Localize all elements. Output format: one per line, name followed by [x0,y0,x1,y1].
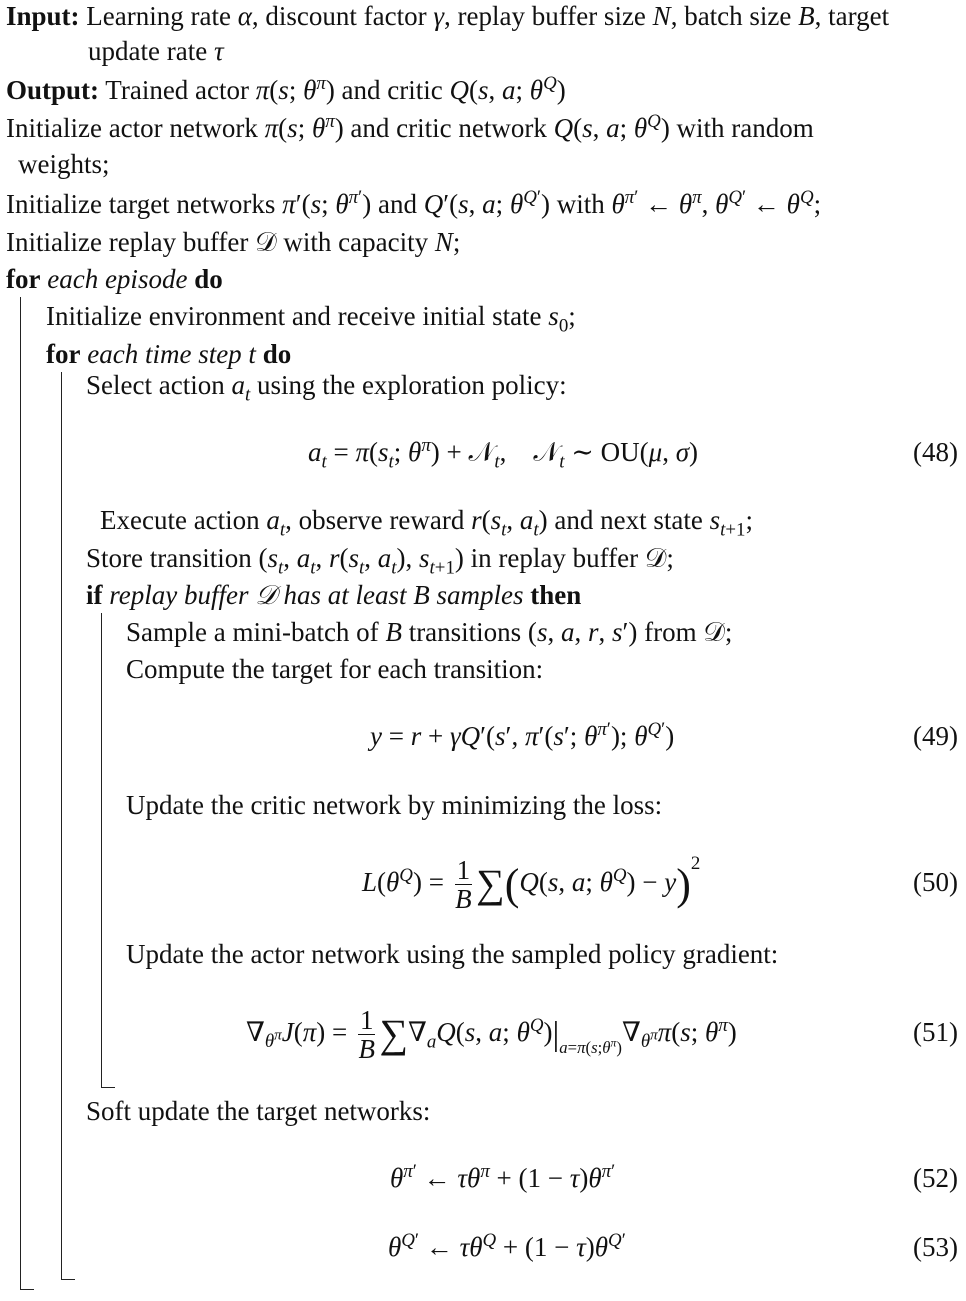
update-actor: Update the actor network using the sampled policy gradient: [126,939,779,969]
kw-do-step: do [262,339,292,369]
equation-49: y = r + γQ′(s′, π′(s′; $\theta^{\pi'}$); $\theta^{Q'}$) [370,719,675,751]
step-scope-bar [61,372,62,1280]
equation-50: $L(\theta^Q)$ = $\frac{1}{B}$ ∑(Q(s, a; $\theta^Q) - y)^2$ [362,853,701,915]
kw-if: if [86,580,103,610]
equation-number-51: (51) [913,1017,958,1047]
init-env: Initialize environment and receive initial state $s_0$; [46,301,576,337]
kw-for-step: for [46,339,81,369]
kw-for: for [6,264,41,294]
init-targets: Initialize target networks π′(s; $\theta^{\pi'}$) and Q′(s, a; $\theta^{Q'}$) with $\theta^{\pi'}$ ← $\theta^\pi$, $\theta^{Q'}$ ← $\theta^Q$; [6,187,822,219]
equation-number-53: (53) [913,1232,958,1262]
input-line-cont: update rate τ [88,36,224,66]
for-episode-header [6,263,223,295]
equation-number-49: (49) [913,721,958,751]
equation-51: $\nabla_{\theta^\pi}J(\pi)$ = $\frac{1}{B}$ $\sum\nabla_aQ(s$, a; $\theta^Q)|_{a=\pi(s;\theta^\pi)}\nabla_{\theta^\pi}\pi(s$; $\theta^\pi$) [246,1005,737,1065]
episode-scope-foot [20,1289,34,1290]
kw-do: do [194,264,223,294]
output-label: Output: [6,75,100,105]
equation-number-48: (48) [913,437,958,467]
update-critic: Update the critic network by minimizing the loss: [126,790,663,820]
soft-update: Soft update the target networks: [86,1096,431,1126]
store-transition: Store transition ($s_t$, $a_t$, $r(s_t$, $a_t$), $s_{t+1}$) in replay buffer 𝒟; [86,543,674,579]
kw-then: then [530,580,582,610]
equation-53: $\theta^{Q'}$ ← $\tau\theta^Q + (1 - \tau)\theta^{Q'}$ [388,1230,626,1262]
input-text: Learning rate α, discount factor γ, replay buffer size N, batch size B, target [86,1,890,31]
step-scope-foot [61,1279,75,1280]
if-header [86,579,581,611]
equation-52: $\theta^{\pi'}$ ← $\tau\theta^\pi + (1 - \tau)\theta^{\pi'}$ [390,1161,616,1193]
execute-action: Execute action $a_t$, observe reward $r(s_t$, $a_t$) and next state $s_{t+1}$; [100,505,753,541]
init-actor-critic: Initialize actor network π(s; $\theta^\pi$) and critic network Q(s, a; $\theta^Q$) with random [6,111,814,143]
if-condition: replay buffer 𝒟 has at least B samples [109,580,524,610]
equation-48: $a_t = \pi(s_t$; $\theta^\pi$) + 𝒩$_t$, 𝒩$_t$ ∼ OU(μ, σ) [308,435,699,473]
init-actor-critic-cont: weights; [18,149,110,179]
episode-condition: each episode [47,264,188,294]
fraction-1-over-B-grad: $\frac{1}{B}$ [358,1005,375,1065]
input-line [6,0,889,32]
sample-minibatch: Sample a mini-batch of B transitions (s, a, r, s′) from 𝒟; [126,617,733,647]
episode-scope-bar [20,297,21,1290]
if-scope-foot [101,1087,115,1088]
equation-number-52: (52) [913,1163,958,1193]
step-condition: each time step t [87,339,256,369]
output-line [6,74,566,106]
compute-target: Compute the target for each transition: [126,654,544,684]
output-text: Trained actor π(s; $\theta^\pi$) and critic Q(s, a; $\theta^Q$) [105,73,566,105]
input-label: Input: [6,1,80,31]
select-action: Select action $a_t$ using the exploration policy: [86,370,567,406]
fraction-1-over-B: $\frac{1}{B}$ [455,855,472,915]
equation-number-50: (50) [913,867,958,897]
for-step-header [46,338,291,370]
init-buffer: Initialize replay buffer 𝒟 with capacity N; [6,227,461,257]
if-scope-bar [101,613,102,1088]
